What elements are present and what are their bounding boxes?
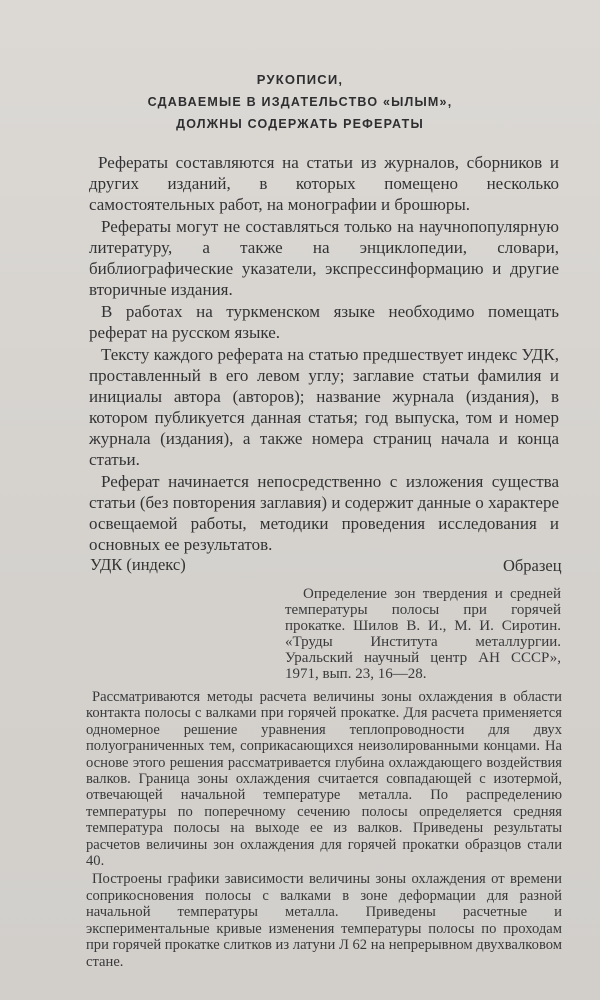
paragraph-5: Реферат начинается непосредственно с изложения существа статьи (без повторения заглавия) и содержит данные о характере освещаемой работы, методики проведения исследования и основных ее результатов. (89, 472, 559, 554)
paragraph-1: Рефераты составляются на статьи из журналов, сборников и других изданий, в которых помещено несколько самостоятельных работ, на монографии и брошюры. (89, 153, 559, 214)
heading-line-2: СДАВАЕМЫЕ В ИЗДАТЕЛЬСТВО «ЫЛЫМ», (147, 95, 453, 109)
heading-line-1: РУКОПИСИ, (256, 72, 344, 87)
reference-citation (285, 586, 561, 682)
rules-text (89, 152, 559, 556)
reference-text: Определение зон твердения и средней температуры полосы при горячей прокатке. Шилов В. И., М. И. Сиротин. «Труды Института металлургии. Уральский научный центр АН СССР», 1971, вып. 23, 16—28. (285, 586, 561, 682)
abstract-paragraph-2: Построены графики зависимости величины зоны охлаждения от времени соприкосновения полосы с валками в зоне деформации для разной начальной температуры металла. Приведены расчетные и экспериментальные кривые изменения температуры полосы по проходам при горячей прокатке слитков из латуни Л 62 на непрерывном двухвалковом стане. (86, 871, 562, 970)
sample-abstract (86, 689, 562, 970)
abstract-paragraph-1: Рассматриваются методы расчета величины зоны охлаждения в области контакта полосы с валками при горячей прокатке. Для расчета применяется одномерное решение уравнения теплопроводности для двух полуограниченных тем, соприкасающихся неизолированными концами. На основе этого решения рассматривается глубина охлаждающего воздействия валков. Граница зоны охлаждения считается совпадающей с изотермой, отвечающей начальной температуре металла. По распределению температуры по поперечному сечению полосы определяется средняя температура полосы на выходе ее из валков. Приведены результаты расчетов величины зон охлаждения для горячей прокатки образцов стали 40. (86, 689, 562, 870)
udk-label: УДК (индекс) (90, 555, 186, 574)
paragraph-4: Тексту каждого реферата на статью предшествует индекс УДК, проставленный в его левом углу; заглавие статьи фамилия и инициалы автора (авторов); название журнала (издания), в котором публикуется данная статья; год выпуска, том и номер журнала (издания), а также номера страниц начала и конца статьи. (89, 345, 559, 469)
paragraph-3: В работах на туркменском языке необходимо помещать реферат на русском языке. (89, 302, 559, 342)
paragraph-2: Рефераты могут не составляться только на научнопопулярную литературу, а также на энциклопедии, словари, библиографические указатели, экспрессинформацию и другие вторичные издания. (89, 217, 559, 299)
sample-label: Образец (503, 556, 562, 575)
heading-line-3: ДОЛЖНЫ СОДЕРЖАТЬ РЕФЕРАТЫ (176, 117, 424, 131)
